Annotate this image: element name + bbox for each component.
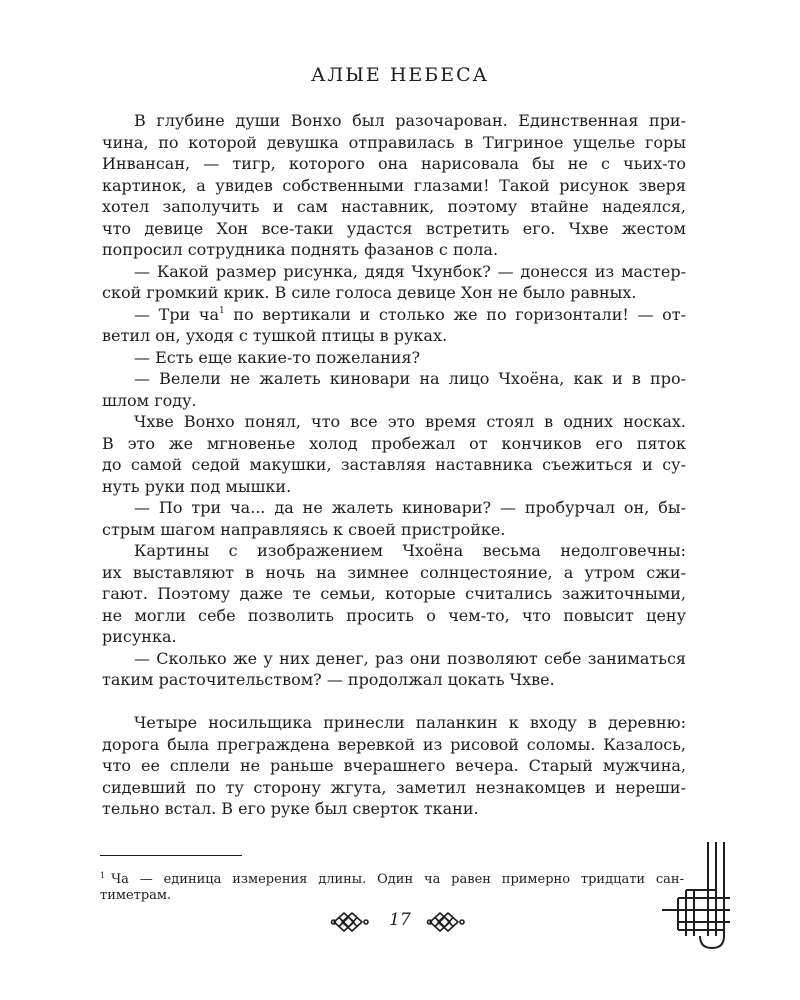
footnote-ref: 1 bbox=[218, 305, 225, 316]
page-number: 17 bbox=[389, 910, 411, 930]
text-line: ветил он, уходя с тушкой птицы в руках. bbox=[102, 326, 448, 345]
footnote-line bbox=[100, 866, 684, 886]
text-line: дорога была преграждена веревкой из рисовой соломы. Казалось, bbox=[102, 734, 686, 754]
text-line: попросил сотрудника поднять фазанов с пола. bbox=[102, 240, 499, 259]
text-line: тельно встал. В его руке был сверток ткани. bbox=[102, 799, 479, 818]
text-line: не могли себе позволить просить о чем-то, что повысит цену bbox=[102, 605, 686, 625]
text-line: В это же мгновенье холод пробежал от кончиков его пяток bbox=[102, 433, 686, 453]
text-line: стрым шагом направляясь к своей пристройке. bbox=[102, 519, 506, 539]
text-line: — Есть еще какие-то пожелания? bbox=[134, 347, 421, 367]
text-line: сидевший по ту сторону жгута, заметил незнакомцев и нереши- bbox=[102, 777, 686, 797]
footnote-line: тиметрам. bbox=[100, 888, 172, 903]
corner-lattice-icon bbox=[660, 840, 740, 960]
footnote-marker: 1 bbox=[100, 871, 106, 880]
text-line: — Велели не жалеть киновари на лицо Чхоёна, как и в про- bbox=[134, 369, 686, 388]
text-line: рисунка. bbox=[102, 627, 177, 646]
footnote-divider bbox=[100, 855, 242, 856]
text-segment: — Три ча bbox=[134, 304, 219, 324]
text-line: до самой седой макушки, заставляя наставника съежиться и су- bbox=[102, 455, 686, 474]
text-line: Чхве Вонхо понял, что все это время стоял в одних носках. bbox=[134, 412, 686, 431]
knot-ornament-icon bbox=[330, 908, 370, 936]
text-line: хотел заполучить и сам наставник, поэтому втайне надеялся, bbox=[102, 197, 686, 216]
footnote-text: Ча — единица измерения длины. Один ча равен примерно тридцати сан- bbox=[111, 872, 684, 887]
text-line: Картины с изображением Чхоёна весьма недолговечны: bbox=[134, 541, 686, 560]
text-line: чина, по которой девушка отправилась в Тигриное ущелье горы bbox=[102, 132, 686, 152]
page-number-row bbox=[330, 908, 470, 936]
text-line: Четыре носильщика принесли паланкин к входу в деревню: bbox=[134, 713, 686, 732]
text-segment: по вертикали и столько же по горизонтали! — от- bbox=[224, 304, 686, 324]
text-line: таким расточительством? — продолжал цокать Чхве. bbox=[102, 670, 555, 689]
body-text bbox=[102, 110, 686, 820]
text-line: нуть руки под мышки. bbox=[102, 476, 292, 496]
running-header: АЛЫЕ НЕБЕСА bbox=[310, 64, 490, 86]
text-line: — Сколько же у них денег, раз они позволяют себе заниматься bbox=[134, 648, 686, 668]
text-line: — По три ча... да не жалеть киновари? — пробурчал он, бы- bbox=[134, 498, 686, 517]
text-line: что девице Хон все-таки удастся встретить его. Чхве жестом bbox=[102, 218, 686, 238]
text-line: гают. Поэтому даже те семьи, которые считались зажиточными, bbox=[102, 584, 686, 603]
section-break bbox=[102, 691, 686, 713]
text-line: Инвансан, — тигр, которого она нарисовала бы не с чьих-то bbox=[102, 154, 686, 173]
text-line: — Какой размер рисунка, дядя Чхунбок? — донесся из мастер- bbox=[134, 261, 686, 281]
text-line: В глубине души Вонхо был разочарован. Единственная при- bbox=[134, 111, 686, 130]
text-line bbox=[102, 304, 686, 326]
text-line: ской громкий крик. В силе голоса девице Хон не было равных. bbox=[102, 283, 637, 302]
text-line: что ее сплели не раньше вчерашнего вечера. Старый мужчина, bbox=[102, 756, 686, 775]
text-line: шлом году. bbox=[102, 390, 197, 410]
knot-ornament-icon bbox=[426, 908, 466, 936]
text-line: их выставляют в ночь на зимнее солнцестояние, а утром сжи- bbox=[102, 562, 686, 582]
text-line: картинок, а увидев собственными глазами! Такой рисунок зверя bbox=[102, 175, 686, 195]
footnote bbox=[100, 866, 684, 906]
